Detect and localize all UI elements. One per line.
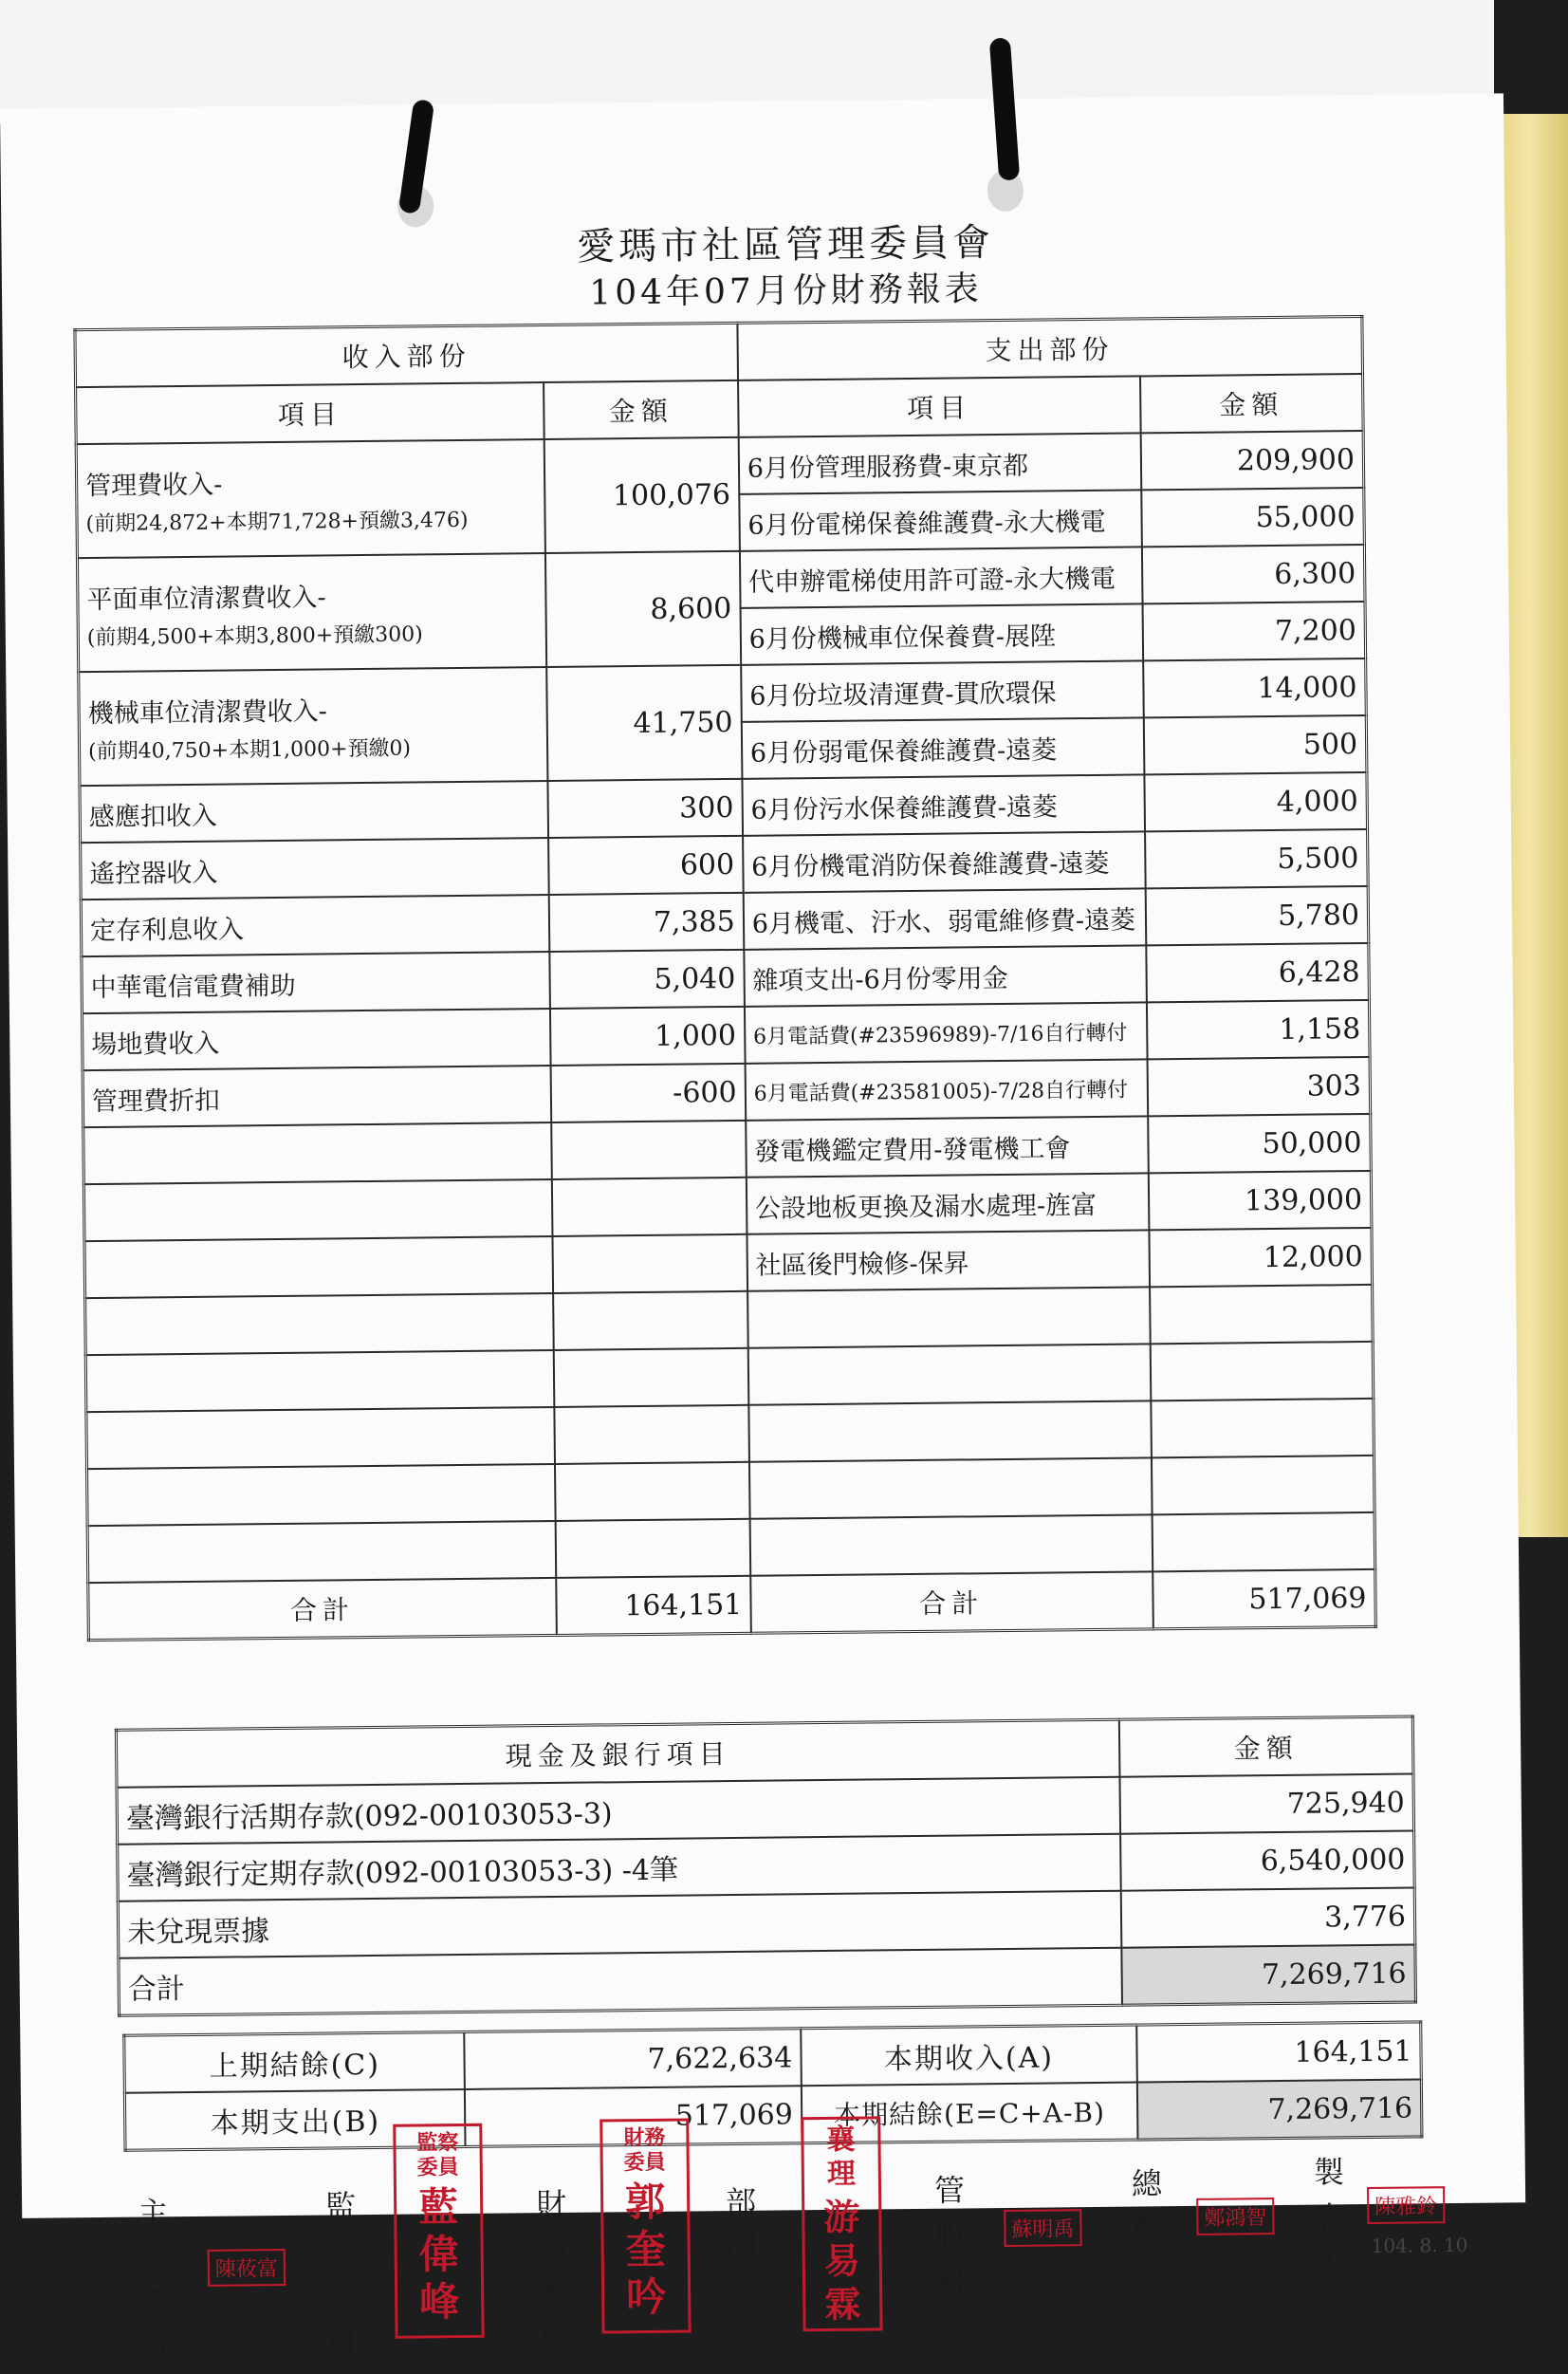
sig-dept-label: 部門主管 <box>725 2183 758 2358</box>
income-item: 中華電信電費補助 <box>82 952 550 1013</box>
expense-amount: 55,000 <box>1141 488 1364 547</box>
sig-supervisor-label: 監察委員 <box>324 2188 358 2362</box>
income-col-item: 項目 <box>76 382 544 444</box>
expense-item: 代申辦電梯使用許可證-永大機電 <box>740 547 1143 607</box>
cash-amount: 6,540,000 <box>1120 1830 1414 1890</box>
expense-amount: 50,000 <box>1148 1114 1371 1173</box>
expense-item: 6月電話費(#23581005)-7/28自行轉付 <box>745 1059 1148 1120</box>
income-amount: 7,385 <box>549 893 744 952</box>
expense-item: 社區後門檢修-保昇 <box>747 1230 1150 1290</box>
expense-amount: 5,780 <box>1146 886 1369 945</box>
income-item: 遙控器收入 <box>81 838 549 900</box>
end-balance-value: 7,269,716 <box>1137 2079 1422 2140</box>
expense-amount: 12,000 <box>1149 1228 1372 1287</box>
income-amount: -600 <box>551 1064 746 1122</box>
table-row <box>124 2079 1422 2150</box>
sig-secretary-label: 總幹事 <box>1131 2165 1164 2293</box>
cash-table <box>115 1715 1417 2016</box>
income-total-label: 合計 <box>88 1578 557 1641</box>
balance-table <box>122 2020 1423 2151</box>
income-amount: 600 <box>548 836 743 895</box>
secretary-seal: 鄭鴻智 <box>1196 2198 1274 2235</box>
service-seal: 蘇明禹 <box>1004 2209 1081 2247</box>
income-item: 場地費收入 <box>82 1009 550 1070</box>
period-income-value: 164,151 <box>1136 2022 1421 2083</box>
total-row <box>119 1944 1416 2015</box>
cash-amount: 725,940 <box>1119 1773 1413 1833</box>
expense-item: 6月份垃圾清運費-貫欣環保 <box>741 660 1144 721</box>
income-section-header: 收入部份 <box>75 323 738 387</box>
expense-amount: 1,158 <box>1147 1000 1370 1059</box>
cash-item: 未兌現票據 <box>118 1891 1121 1958</box>
income-total: 164,151 <box>556 1576 750 1636</box>
expense-item: 6月份電梯保養維護費-永大機電 <box>739 490 1142 550</box>
cash-total-label: 合計 <box>119 1948 1122 2016</box>
cash-total: 7,269,716 <box>1121 1944 1415 2005</box>
sig-chair-label: 主任委員 <box>138 2195 170 2368</box>
expense-item: 6月份弱電保養維護費-遠菱 <box>742 717 1145 778</box>
income-item: 定存利息收入 <box>81 895 549 956</box>
expense-item: 6月份機械車位保養費-展陞 <box>740 603 1143 664</box>
expense-item: 發電機鑑定費用-發電機工會 <box>746 1116 1149 1177</box>
expense-item: 6月份管理服務費-東京都 <box>738 433 1141 493</box>
period-income-label: 本期收入(A) <box>801 2025 1137 2086</box>
period-expense-value: 517,069 <box>465 2086 802 2146</box>
supervisor-stamp: 監察委員 藍偉峰 <box>393 2124 484 2339</box>
income-amount: 300 <box>547 779 742 838</box>
expense-total-label: 合計 <box>750 1571 1153 1633</box>
expense-col-item: 項目 <box>738 376 1141 436</box>
expense-amount: 139,000 <box>1149 1171 1372 1230</box>
sig-service-label: 管服科 <box>933 2172 967 2300</box>
maker-seal: 陳雅鈴 <box>1367 2186 1445 2224</box>
income-item: 管理費收入- (前期24,872+本期71,728+預繳3,476) <box>76 439 545 558</box>
cash-item: 臺灣銀行定期存款(092-00103053-3) -4筆 <box>118 1834 1121 1901</box>
expense-amount: 6,300 <box>1142 545 1365 603</box>
expense-total: 517,069 <box>1153 1569 1375 1629</box>
expense-amount: 209,900 <box>1141 431 1364 490</box>
finance-stamp: 財務委員 郭奎吟 <box>600 2119 691 2334</box>
expense-item: 雜項支出-6月份零用金 <box>744 945 1147 1006</box>
expense-item: 6月電話費(#23596989)-7/16自行轉付 <box>745 1002 1148 1063</box>
chair-seal: 陳莜富 <box>208 2249 286 2287</box>
prev-balance-label: 上期結餘(C) <box>124 2031 466 2092</box>
income-expense-table <box>73 315 1376 1641</box>
expense-amount: 5,500 <box>1145 829 1368 888</box>
expense-amount: 6,428 <box>1146 943 1369 1002</box>
dept-stamp: 襄理 游易霖 <box>801 2116 882 2331</box>
end-balance-label: 本期結餘(E=C+A-B) <box>802 2083 1138 2143</box>
income-amount: 100,076 <box>544 437 740 553</box>
cash-col-amount: 金額 <box>1119 1716 1413 1777</box>
expense-section-header: 支出部份 <box>737 316 1362 380</box>
expense-amount: 303 <box>1147 1057 1370 1116</box>
sig-maker-label: 製表人 <box>1313 2154 1346 2282</box>
sig-finance-label: 財務委員 <box>535 2185 568 2360</box>
org-title: 愛瑪市社區管理委員會 <box>576 221 995 269</box>
expense-item: 6月機電、汙水、弱電維修費-遠菱 <box>743 888 1146 949</box>
report-sheet <box>0 93 1525 2368</box>
income-amount: 5,040 <box>549 950 744 1009</box>
expense-item: 6月份機電消防保養維護費-遠菱 <box>743 831 1146 892</box>
income-amount: 1,000 <box>550 1007 745 1066</box>
income-item: 機械車位清潔費收入- (前期40,750+本期1,000+預繳0) <box>79 667 548 786</box>
income-item: 平面車位清潔費收入- (前期4,500+本期3,800+預繳300) <box>77 553 546 672</box>
report-title: 104年07月份財務報表 <box>589 269 984 313</box>
cash-item: 臺灣銀行活期存款(092-00103053-3) <box>117 1777 1120 1845</box>
period-expense-label: 本期支出(B) <box>124 2089 466 2150</box>
income-amount: 41,750 <box>546 665 742 781</box>
expense-amount: 14,000 <box>1143 658 1366 717</box>
cash-col-item: 現金及銀行項目 <box>116 1719 1119 1788</box>
income-col-amount: 金額 <box>544 380 738 439</box>
income-item: 感應扣收入 <box>80 781 548 843</box>
expense-col-amount: 金額 <box>1140 374 1363 433</box>
prev-balance-value: 7,622,634 <box>465 2029 802 2089</box>
expense-amount: 500 <box>1144 715 1367 774</box>
maker-date: 104. 8. 10 <box>1371 2233 1468 2257</box>
expense-amount: 4,000 <box>1144 772 1367 831</box>
cash-amount: 3,776 <box>1121 1887 1415 1947</box>
expense-item: 6月份污水保養維護費-遠菱 <box>742 774 1145 835</box>
expense-item: 公設地板更換及漏水處理-旌富 <box>747 1173 1150 1233</box>
total-row <box>88 1569 1376 1641</box>
income-amount: 8,600 <box>545 551 741 667</box>
expense-amount: 7,200 <box>1142 602 1365 660</box>
income-item: 管理費折扣 <box>83 1066 551 1127</box>
